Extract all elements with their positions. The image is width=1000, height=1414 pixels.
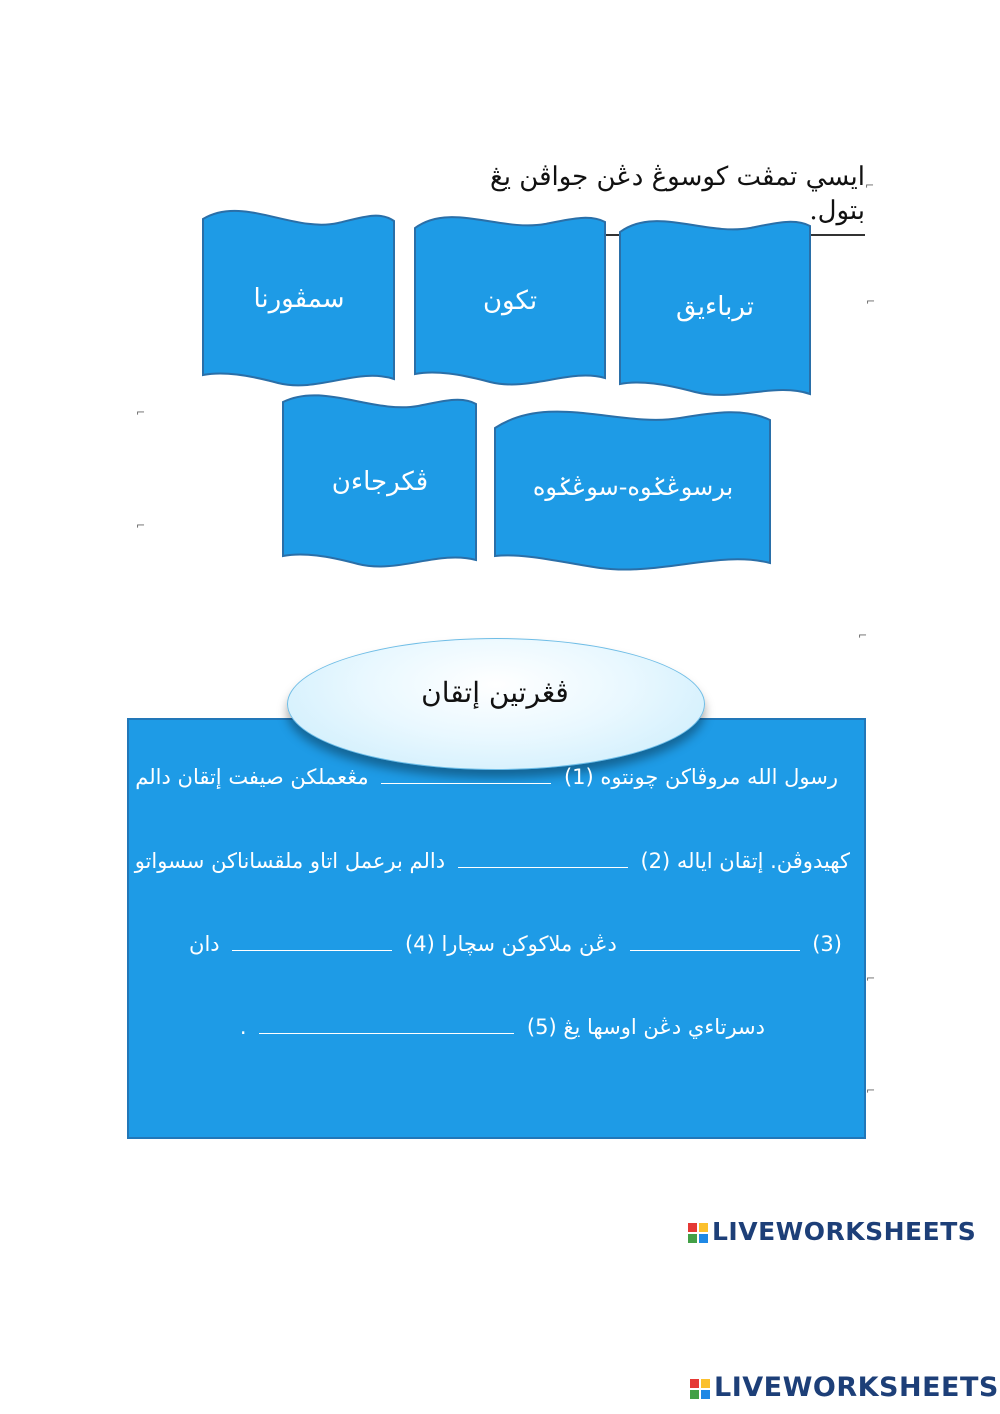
logo-text: LIVEWORKSHEETS <box>714 1372 999 1403</box>
answer-flag[interactable] <box>410 208 610 394</box>
answer-flag[interactable] <box>490 398 776 576</box>
line-text: (3) <box>812 932 842 956</box>
flag-label: ترباءيق <box>676 292 754 322</box>
flag-label: برسوڠݢوه-سوڠݢوه <box>532 473 734 501</box>
margin-mark: ⌐ <box>866 972 876 985</box>
blank-5-input[interactable] <box>259 1015 514 1034</box>
line-text: مڠعملكن صيفت إتقان دالم <box>135 765 369 789</box>
line-text: دڠن ملاكوكن سچارا (4) <box>405 932 617 956</box>
margin-mark: ⌐ <box>858 629 868 642</box>
logo-icon <box>690 1379 710 1399</box>
line-text: دان <box>189 932 220 956</box>
liveworksheets-logo <box>690 1374 999 1402</box>
sentence-line-4 <box>230 1012 765 1042</box>
blank-4-input[interactable] <box>232 932 392 951</box>
margin-mark: ⌐ <box>136 519 146 532</box>
sentence-line-2 <box>134 846 850 876</box>
margin-mark: ⌐ <box>866 1084 876 1097</box>
line-text: دسرتاءي دڠن اوسها يڠ (5) <box>526 1015 765 1039</box>
panel-title: ڤڠرتين إتقان <box>421 676 569 709</box>
blank-2-input[interactable] <box>458 849 628 868</box>
blank-1-input[interactable] <box>381 765 551 784</box>
line-text: رسول الله مروڤاكن چونتوه (1) <box>563 765 838 789</box>
line-text: دالم برعمل اتاو ملقساناكن سسواتو <box>134 849 446 873</box>
answer-flag[interactable] <box>278 388 482 576</box>
liveworksheets-logo <box>688 1218 976 1246</box>
flag-label: تكون <box>482 286 538 316</box>
line-text: كهيدوڤن. إتقان اياله (2) <box>640 849 850 873</box>
instruction-heading: ايسي تمڤت كوسوڠ دڠن جواڤن يڠ بتول. <box>440 160 865 236</box>
logo-icon <box>688 1223 708 1243</box>
flag-label: سمڤورنا <box>253 284 345 314</box>
sentence-line-3 <box>150 929 842 959</box>
blank-3-input[interactable] <box>630 932 800 951</box>
logo-text: LIVEWORKSHEETS <box>712 1217 977 1246</box>
line-text: . <box>239 1015 247 1039</box>
sentence-line-1 <box>135 762 838 792</box>
margin-mark: ⌐ <box>866 295 876 308</box>
flag-label: ڤكرجاءن <box>331 467 429 497</box>
answer-flag[interactable] <box>198 203 400 395</box>
margin-mark: ⌐ <box>136 406 146 419</box>
answer-flag[interactable] <box>615 210 815 404</box>
margin-mark: ⌐ <box>865 179 875 192</box>
